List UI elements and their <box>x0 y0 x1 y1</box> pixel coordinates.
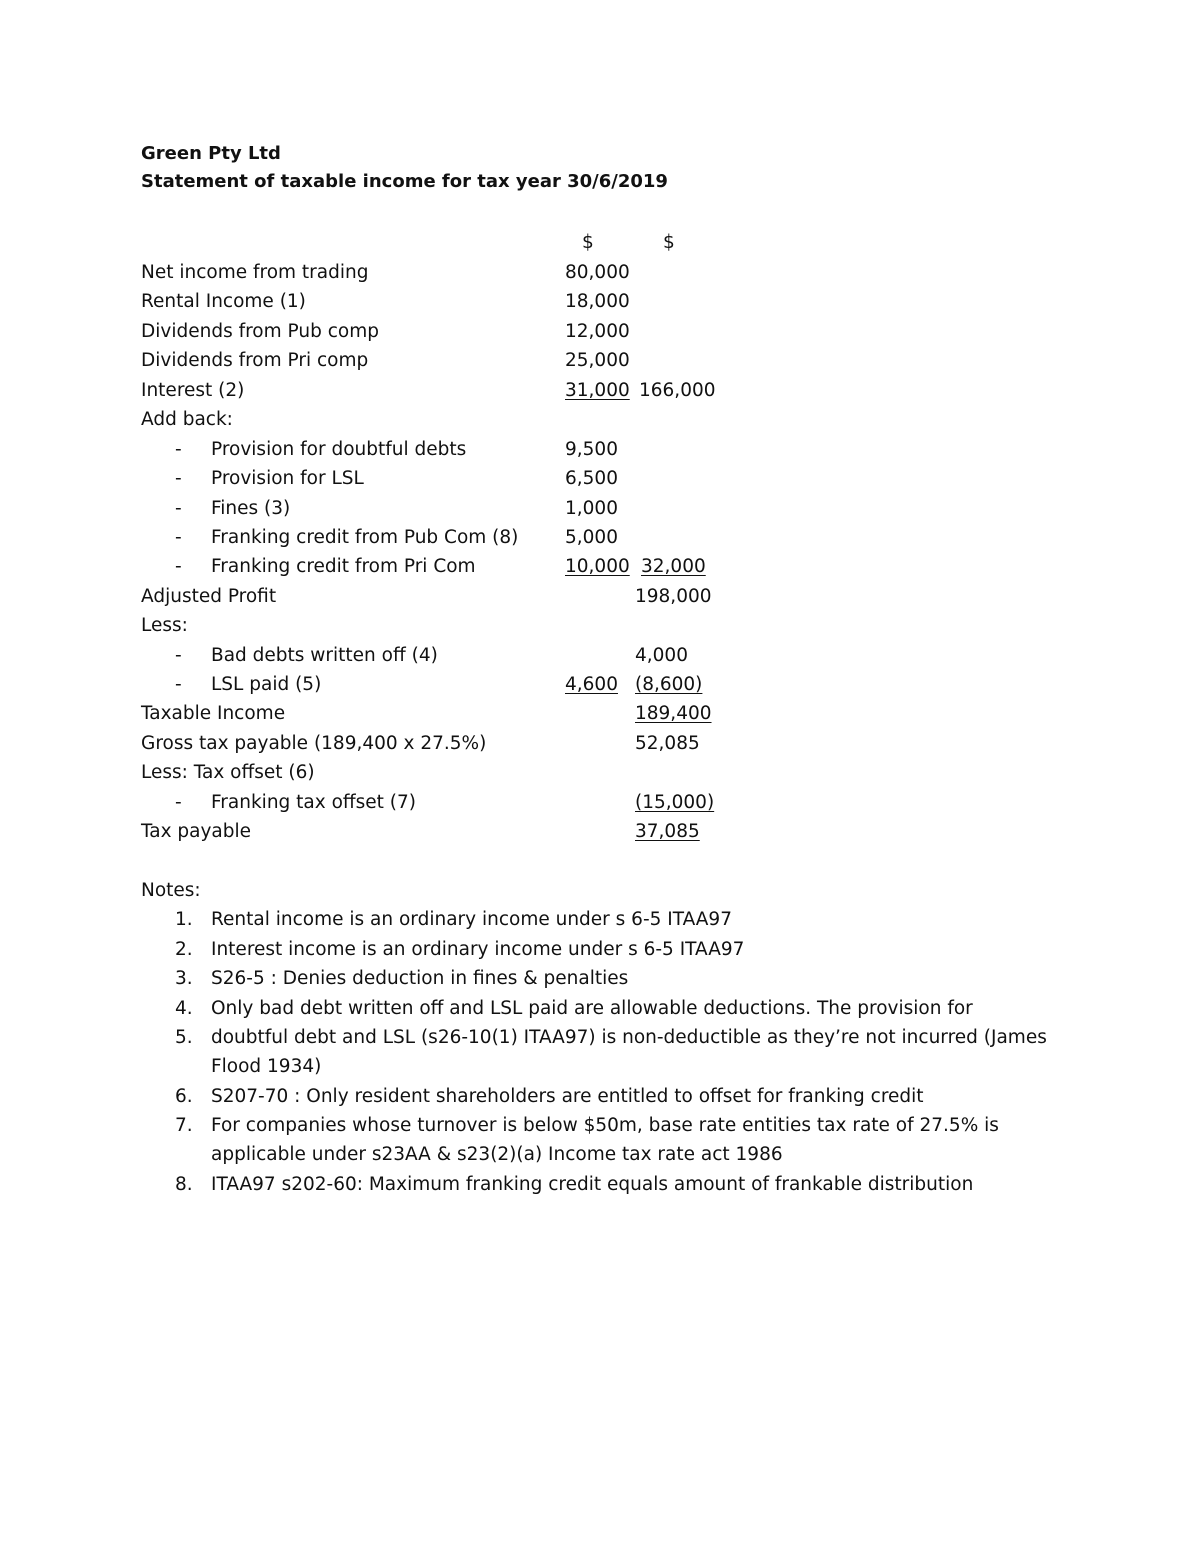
row-label: Adjusted Profit <box>141 586 277 607</box>
statement-row <box>0 552 1200 581</box>
bullet-dash: - <box>175 498 182 519</box>
row-amount-col1: 10,000 <box>565 556 630 577</box>
notes-heading: Notes: <box>141 880 201 901</box>
note-number: 6. <box>175 1086 193 1107</box>
row-amount-col2: 4,000 <box>635 645 688 666</box>
row-amount-col1: 25,000 <box>565 350 630 371</box>
statement-row <box>0 523 1200 552</box>
row-amount-col2: 52,085 <box>635 733 700 754</box>
row-label: Less: Tax offset (6) <box>141 762 315 783</box>
note-text: Rental income is an ordinary income under s 6-5 ITAA97 <box>211 909 732 930</box>
row-label: Provision for doubtful debts <box>211 439 467 460</box>
note-text: S207-70 : Only resident shareholders are entitled to offset for franking credit <box>211 1086 924 1107</box>
statement-row <box>0 317 1200 346</box>
row-label: Franking credit from Pub Com (8) <box>211 527 519 548</box>
section-label-row <box>0 611 1200 640</box>
bullet-dash: - <box>175 556 182 577</box>
row-label: Dividends from Pri comp <box>141 350 369 371</box>
section-label-row <box>0 758 1200 787</box>
column-header-2: $ <box>663 232 675 253</box>
note-number: 1. <box>175 909 193 930</box>
row-amount-col2: 32,000 <box>641 556 706 577</box>
taxable-income-row <box>0 699 1200 728</box>
statement-row <box>0 435 1200 464</box>
bullet-dash: - <box>175 645 182 666</box>
row-label: Interest (2) <box>141 380 245 401</box>
row-amount-col2: 166,000 <box>639 380 716 401</box>
row-amount-col1: 18,000 <box>565 291 630 312</box>
row-amount-col1: 6,500 <box>565 468 618 489</box>
row-amount-col2: 37,085 <box>635 821 700 842</box>
tax-payable-row <box>0 817 1200 846</box>
row-amount-col1: 1,000 <box>565 498 618 519</box>
bullet-dash: - <box>175 527 182 548</box>
statement-title: Statement of taxable income for tax year 30/6/2019 <box>141 171 668 192</box>
row-amount-col1: 4,600 <box>565 674 618 695</box>
note-number: 2. <box>175 939 193 960</box>
bullet-dash: - <box>175 468 182 489</box>
note-text: Interest income is an ordinary income under s 6-5 ITAA97 <box>211 939 745 960</box>
row-amount-col1: 31,000 <box>565 380 630 401</box>
row-label: Franking tax offset (7) <box>211 792 417 813</box>
section-label-row <box>0 405 1200 434</box>
bullet-dash: - <box>175 439 182 460</box>
row-label: Rental Income (1) <box>141 291 306 312</box>
note-text: S26-5 : Denies deduction in fines & penalties <box>211 968 629 989</box>
row-label: Provision for LSL <box>211 468 364 489</box>
statement-row <box>0 641 1200 670</box>
row-amount-col2: 189,400 <box>635 703 712 724</box>
column-header-1: $ <box>582 232 594 253</box>
row-label: Net income from trading <box>141 262 369 283</box>
row-label: Less: <box>141 615 188 636</box>
statement-row <box>0 464 1200 493</box>
row-label: Bad debts written off (4) <box>211 645 438 666</box>
row-label: Dividends from Pub comp <box>141 321 379 342</box>
row-amount-col1: 9,500 <box>565 439 618 460</box>
bullet-dash: - <box>175 792 182 813</box>
row-label: Fines (3) <box>211 498 291 519</box>
row-label: Franking credit from Pri Com <box>211 556 476 577</box>
subtotal-row <box>0 582 1200 611</box>
row-label: Add back: <box>141 409 233 430</box>
note-number: 4. <box>175 998 193 1019</box>
row-label: LSL paid (5) <box>211 674 322 695</box>
note-number: 8. <box>175 1174 193 1195</box>
row-amount-col1: 5,000 <box>565 527 618 548</box>
statement-row <box>0 729 1200 758</box>
row-amount-col1: 80,000 <box>565 262 630 283</box>
row-amount-col2: (15,000) <box>635 792 715 813</box>
statement-row <box>0 376 1200 405</box>
row-amount-col2: (8,600) <box>635 674 703 695</box>
row-amount-col2: 198,000 <box>635 586 712 607</box>
note-number: 3. <box>175 968 193 989</box>
bullet-dash: - <box>175 674 182 695</box>
note-number: 7. <box>175 1115 193 1136</box>
row-label: Gross tax payable (189,400 x 27.5%) <box>141 733 487 754</box>
statement-row <box>0 346 1200 375</box>
note-text: ITAA97 s202-60: Maximum franking credit equals amount of frankable distribution <box>211 1174 974 1195</box>
note-text: For companies whose turnover is below $50m, base rate entities tax rate of 27.5% is applicable under s23AA & s23(2)(a) Income tax rate act 1986 <box>211 1115 999 1165</box>
statement-row <box>0 788 1200 817</box>
row-label: Taxable Income <box>141 703 286 724</box>
statement-row <box>0 287 1200 316</box>
company-name: Green Pty Ltd <box>141 143 281 164</box>
statement-row <box>0 258 1200 287</box>
row-amount-col1: 12,000 <box>565 321 630 342</box>
note-text: doubtful debt and LSL (s26-10(1) ITAA97) is non-deductible as they’re not incurred (James Flood 1934) <box>211 1027 1047 1077</box>
note-number: 5. <box>175 1027 193 1048</box>
statement-row <box>0 670 1200 699</box>
note-text: Only bad debt written off and LSL paid are allowable deductions. The provision for <box>211 998 973 1019</box>
row-label: Tax payable <box>141 821 252 842</box>
statement-row <box>0 494 1200 523</box>
column-header-row <box>0 228 1200 257</box>
